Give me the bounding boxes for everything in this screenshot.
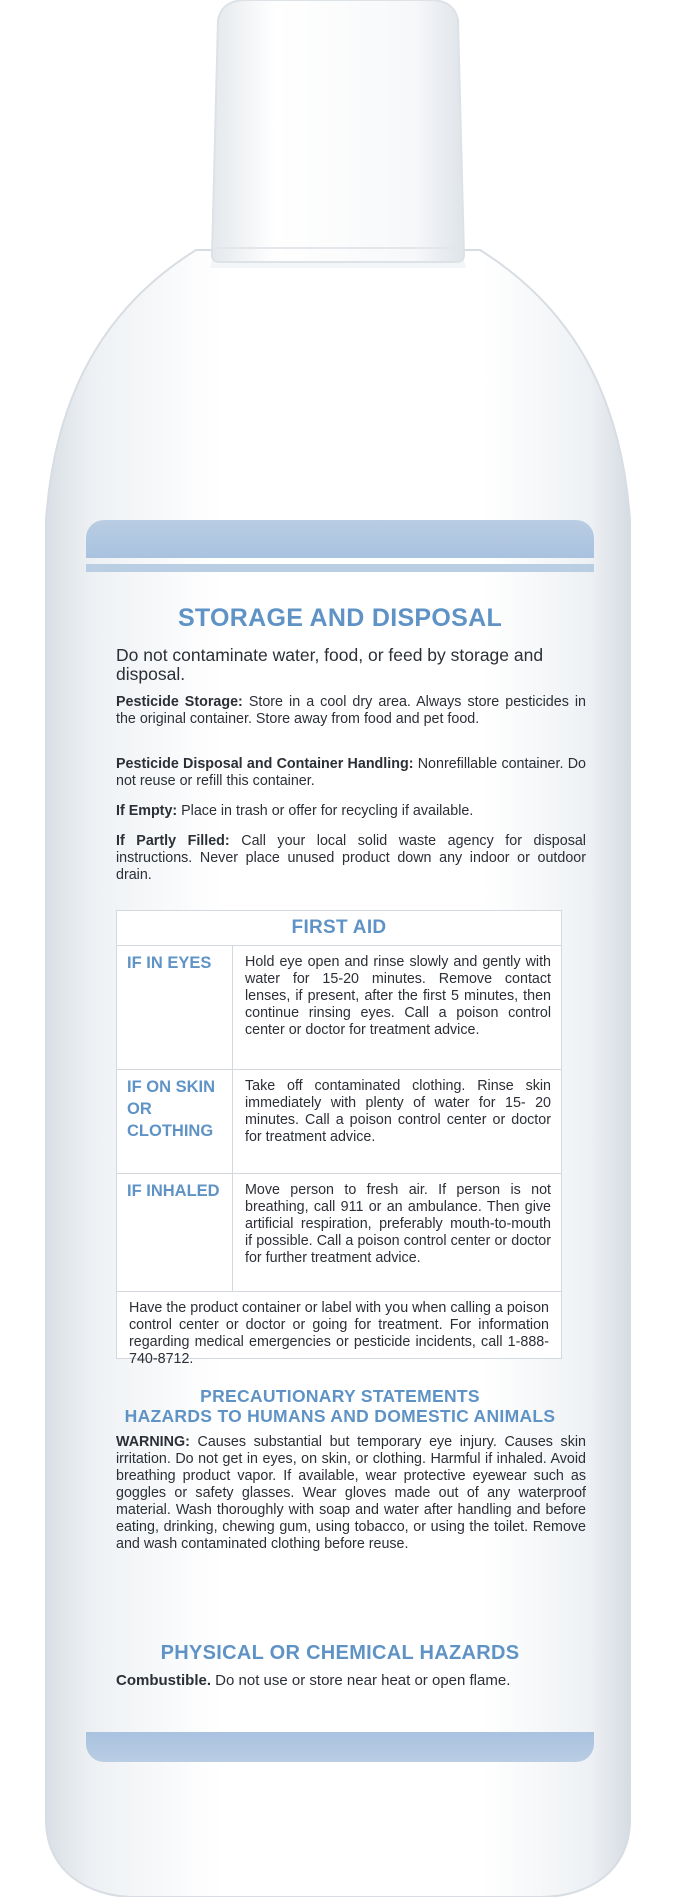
storage-item bbox=[116, 756, 586, 790]
physical-key: Combustible. bbox=[116, 1672, 212, 1689]
storage-item-key: Pesticide Storage: bbox=[116, 694, 243, 710]
first-aid-key: IF ON SKIN OR CLOTHING bbox=[117, 1070, 233, 1173]
first-aid-row bbox=[117, 946, 561, 1070]
warning-paragraph bbox=[116, 1434, 586, 1553]
physical-text: Do not use or store near heat or open flame. bbox=[211, 1672, 511, 1689]
first-aid-row bbox=[117, 1174, 561, 1292]
storage-heading: STORAGE AND DISPOSAL bbox=[177, 604, 503, 632]
warning-text: Causes substantial but temporary eye injury. Causes skin irritation. Do not get in eyes, on skin, or clothing. Harmful if inhaled. Avoid breathing product vapor. If available, wear protective eyewear such as goggles or safety glasses. Wear gloves made out of any waterproof material. Wash thoroughly with soap and water after handling and before eating, drinking, chewing gum, using tobacco, or using the toilet. Remove and wash contaminated clothing before reuse. bbox=[116, 1434, 586, 1552]
storage-item-text: Store in a cool dry area. Always store pesticides in the original container. Store away from food and pet food. bbox=[116, 694, 586, 727]
storage-item-key: If Partly Filled: bbox=[116, 833, 230, 849]
first-aid-text: Hold eye open and rinse slowly and gently with water for 15-20 minutes. Remove contact lenses, if present, after the first 5 minutes, then continue rinsing eyes. Call a poison control center or doctor for treatment advice. bbox=[245, 954, 551, 1038]
first-aid-key: IF IN EYES bbox=[117, 946, 233, 1069]
storage-item-text: Nonrefillable container. Do not reuse or refill this container. bbox=[116, 756, 586, 789]
first-aid-text: Take off contaminated clothing. Rinse skin immediately with plenty of water for 15- 20 minutes. Call a poison control center or doctor for treatment advice. bbox=[245, 1078, 551, 1145]
first-aid-title: FIRST AID bbox=[117, 911, 561, 946]
label-top-band bbox=[86, 520, 594, 558]
storage-item-key: If Empty: bbox=[116, 803, 178, 819]
storage-item bbox=[116, 694, 586, 728]
physical-hazards-heading: PHYSICAL OR CHEMICAL HAZARDS bbox=[160, 1642, 520, 1664]
first-aid-row bbox=[117, 1070, 561, 1174]
label-bottom-band bbox=[86, 1732, 594, 1762]
storage-item-text: Call your local solid waste agency for disposal instructions. Never place unused product down any indoor or outdoor drain. bbox=[116, 833, 586, 883]
storage-item-key: Pesticide Disposal and Container Handling: bbox=[116, 756, 414, 772]
hazards-heading: HAZARDS TO HUMANS AND DOMESTIC ANIMALS bbox=[124, 1406, 556, 1426]
precaution-heading: PRECAUTIONARY STATEMENTS bbox=[200, 1386, 480, 1406]
storage-item bbox=[116, 833, 586, 884]
first-aid-text: Move person to fresh air. If person is not breathing, call 911 or an ambulance. Then give artificial respiration, preferably mouth-to-mouth if possible. Call a poison control center or doctor for further treatment advice. bbox=[245, 1182, 551, 1266]
first-aid-table bbox=[116, 910, 562, 1367]
storage-item-text: Place in trash or offer for recycling if available. bbox=[177, 803, 474, 819]
product-label bbox=[86, 520, 594, 1750]
storage-intro: Do not contaminate water, food, or feed by storage and disposal. bbox=[116, 645, 544, 684]
first-aid-key: IF INHALED bbox=[117, 1174, 233, 1291]
physical-hazards-paragraph bbox=[116, 1672, 586, 1689]
warning-key: WARNING: bbox=[116, 1434, 190, 1450]
first-aid-note: Have the product container or label with you when calling a poison control center or doctor or going for treatment. For information regarding medical emergencies or pesticide incidents, call 1-888-740-8712. bbox=[129, 1300, 549, 1367]
storage-item bbox=[116, 803, 586, 820]
label-top-stripe bbox=[86, 564, 594, 572]
